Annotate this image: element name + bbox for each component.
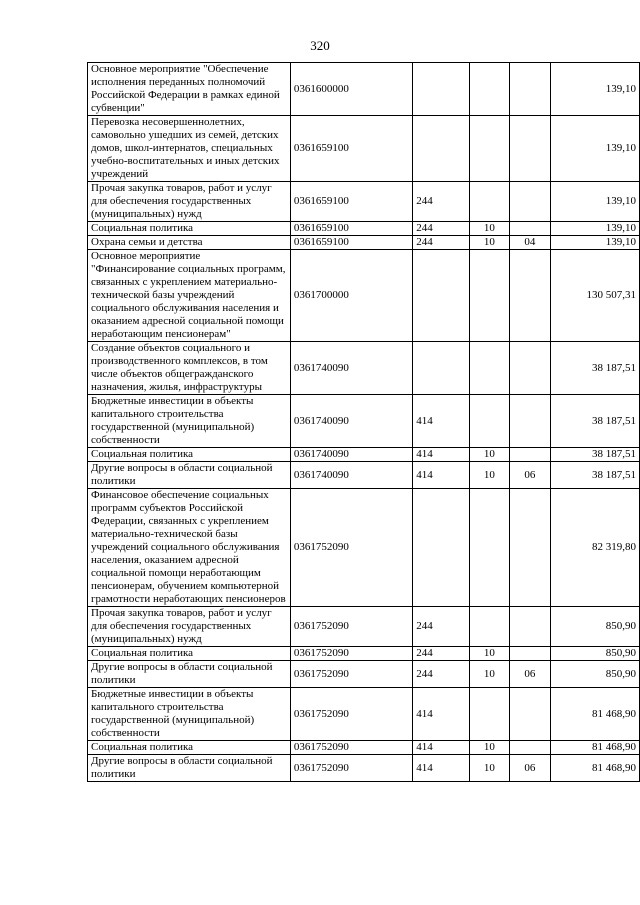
- row-amount-cell: 139,10: [550, 116, 639, 182]
- table-row: [88, 116, 640, 182]
- row-amount-cell: 850,90: [550, 647, 639, 661]
- row-code-cell: 0361740090: [290, 342, 412, 395]
- row-subsection-cell: [510, 448, 551, 462]
- row-name-cell: Финансовое обеспечение социальных программ субъектов Российской Федерации, связанных с укреплением материально-технической базы учреждений социального обслуживания населения, оказанием адресной социальной помощи неработающим пенсионерам, обучением компьютерной грамотности неработающих пенсионеров: [88, 489, 291, 607]
- row-code-cell: 0361752090: [290, 607, 412, 647]
- row-section-cell: 10: [469, 448, 510, 462]
- row-name-cell: Прочая закупка товаров, работ и услуг для обеспечения государственных (муниципальных) нужд: [88, 182, 291, 222]
- row-subsection-cell: 06: [510, 462, 551, 489]
- row-code-cell: 0361659100: [290, 116, 412, 182]
- table-row: [88, 236, 640, 250]
- row-amount-cell: 139,10: [550, 236, 639, 250]
- row-name-cell: Другие вопросы в области социальной политики: [88, 755, 291, 782]
- row-section-cell: 10: [469, 222, 510, 236]
- row-amount-cell: 139,10: [550, 222, 639, 236]
- row-section-cell: 10: [469, 462, 510, 489]
- row-amount-cell: 38 187,51: [550, 448, 639, 462]
- row-expense-type-cell: 414: [413, 462, 469, 489]
- row-code-cell: 0361659100: [290, 222, 412, 236]
- row-section-cell: 10: [469, 741, 510, 755]
- row-amount-cell: 850,90: [550, 607, 639, 647]
- row-subsection-cell: [510, 741, 551, 755]
- row-subsection-cell: [510, 489, 551, 607]
- row-expense-type-cell: [413, 342, 469, 395]
- row-code-cell: 0361752090: [290, 741, 412, 755]
- row-expense-type-cell: 244: [413, 607, 469, 647]
- table-row: [88, 647, 640, 661]
- table-row: [88, 741, 640, 755]
- row-amount-cell: 81 468,90: [550, 741, 639, 755]
- row-expense-type-cell: [413, 489, 469, 607]
- row-name-cell: Социальная политика: [88, 741, 291, 755]
- row-subsection-cell: [510, 607, 551, 647]
- row-section-cell: [469, 342, 510, 395]
- row-code-cell: 0361740090: [290, 395, 412, 448]
- row-expense-type-cell: 244: [413, 236, 469, 250]
- row-name-cell: Перевозка несовершеннолетних, самовольно ушедших из семей, детских домов, школ-интернатов, специальных учебно-воспитательных и иных детских учреждений: [88, 116, 291, 182]
- row-subsection-cell: 06: [510, 755, 551, 782]
- row-section-cell: [469, 182, 510, 222]
- row-amount-cell: 139,10: [550, 182, 639, 222]
- row-code-cell: 0361752090: [290, 647, 412, 661]
- row-expense-type-cell: [413, 63, 469, 116]
- row-expense-type-cell: 244: [413, 661, 469, 688]
- row-subsection-cell: [510, 116, 551, 182]
- row-expense-type-cell: [413, 116, 469, 182]
- table-row: [88, 688, 640, 741]
- row-name-cell: Бюджетные инвестиции в объекты капитального строительства государственной (муниципальной) собственности: [88, 395, 291, 448]
- row-expense-type-cell: 414: [413, 448, 469, 462]
- row-subsection-cell: 06: [510, 661, 551, 688]
- row-amount-cell: 82 319,80: [550, 489, 639, 607]
- table-row: [88, 250, 640, 342]
- row-section-cell: [469, 489, 510, 607]
- row-code-cell: 0361700000: [290, 250, 412, 342]
- row-amount-cell: 81 468,90: [550, 755, 639, 782]
- row-section-cell: 10: [469, 647, 510, 661]
- row-section-cell: 10: [469, 661, 510, 688]
- row-amount-cell: 130 507,31: [550, 250, 639, 342]
- row-name-cell: Другие вопросы в области социальной политики: [88, 661, 291, 688]
- table-row: [88, 63, 640, 116]
- row-name-cell: Прочая закупка товаров, работ и услуг для обеспечения государственных (муниципальных) нужд: [88, 607, 291, 647]
- row-name-cell: Основное мероприятие "Обеспечение исполнения переданных полномочий Российской Федерации в рамках единой субвенции": [88, 63, 291, 116]
- table-row: [88, 661, 640, 688]
- row-subsection-cell: 04: [510, 236, 551, 250]
- row-name-cell: Другие вопросы в области социальной политики: [88, 462, 291, 489]
- row-name-cell: Основное мероприятие "Финансирование социальных программ, связанных с укреплением материально-технической базы учреждений социального обслуживания населения и оказанием адресной социальной помощи неработающим пенсионерам": [88, 250, 291, 342]
- row-name-cell: Социальная политика: [88, 448, 291, 462]
- row-name-cell: Социальная политика: [88, 222, 291, 236]
- row-expense-type-cell: 244: [413, 182, 469, 222]
- row-subsection-cell: [510, 395, 551, 448]
- page-number: 320: [310, 38, 330, 53]
- row-subsection-cell: [510, 222, 551, 236]
- row-name-cell: Бюджетные инвестиции в объекты капитального строительства государственной (муниципальной) собственности: [88, 688, 291, 741]
- row-expense-type-cell: [413, 250, 469, 342]
- row-subsection-cell: [510, 182, 551, 222]
- row-subsection-cell: [510, 647, 551, 661]
- row-section-cell: [469, 607, 510, 647]
- table-row: [88, 222, 640, 236]
- row-amount-cell: 38 187,51: [550, 462, 639, 489]
- row-code-cell: 0361752090: [290, 661, 412, 688]
- row-amount-cell: 139,10: [550, 63, 639, 116]
- row-section-cell: [469, 116, 510, 182]
- table-row: [88, 342, 640, 395]
- row-subsection-cell: [510, 688, 551, 741]
- row-section-cell: [469, 395, 510, 448]
- table-row: [88, 755, 640, 782]
- table-row: [88, 448, 640, 462]
- row-subsection-cell: [510, 342, 551, 395]
- row-code-cell: 0361600000: [290, 63, 412, 116]
- row-code-cell: 0361740090: [290, 448, 412, 462]
- row-code-cell: 0361752090: [290, 489, 412, 607]
- row-name-cell: Создание объектов социального и производственного комплексов, в том числе объектов общегражданского назначения, жилья, инфраструктуры: [88, 342, 291, 395]
- row-code-cell: 0361659100: [290, 182, 412, 222]
- row-code-cell: 0361752090: [290, 688, 412, 741]
- table-row: [88, 182, 640, 222]
- row-name-cell: Социальная политика: [88, 647, 291, 661]
- row-subsection-cell: [510, 250, 551, 342]
- row-code-cell: 0361740090: [290, 462, 412, 489]
- budget-table: [87, 62, 640, 782]
- row-name-cell: Охрана семьи и детства: [88, 236, 291, 250]
- budget-table-body: [88, 63, 640, 782]
- row-expense-type-cell: 244: [413, 647, 469, 661]
- row-expense-type-cell: 414: [413, 755, 469, 782]
- row-code-cell: 0361752090: [290, 755, 412, 782]
- row-amount-cell: 81 468,90: [550, 688, 639, 741]
- row-amount-cell: 38 187,51: [550, 342, 639, 395]
- row-expense-type-cell: 244: [413, 222, 469, 236]
- row-section-cell: 10: [469, 755, 510, 782]
- row-amount-cell: 38 187,51: [550, 395, 639, 448]
- row-subsection-cell: [510, 63, 551, 116]
- row-section-cell: [469, 250, 510, 342]
- row-expense-type-cell: 414: [413, 395, 469, 448]
- row-section-cell: 10: [469, 236, 510, 250]
- row-section-cell: [469, 63, 510, 116]
- row-expense-type-cell: 414: [413, 688, 469, 741]
- row-amount-cell: 850,90: [550, 661, 639, 688]
- table-row: [88, 607, 640, 647]
- table-row: [88, 462, 640, 489]
- table-row: [88, 395, 640, 448]
- row-code-cell: 0361659100: [290, 236, 412, 250]
- table-row: [88, 489, 640, 607]
- row-section-cell: [469, 688, 510, 741]
- row-expense-type-cell: 414: [413, 741, 469, 755]
